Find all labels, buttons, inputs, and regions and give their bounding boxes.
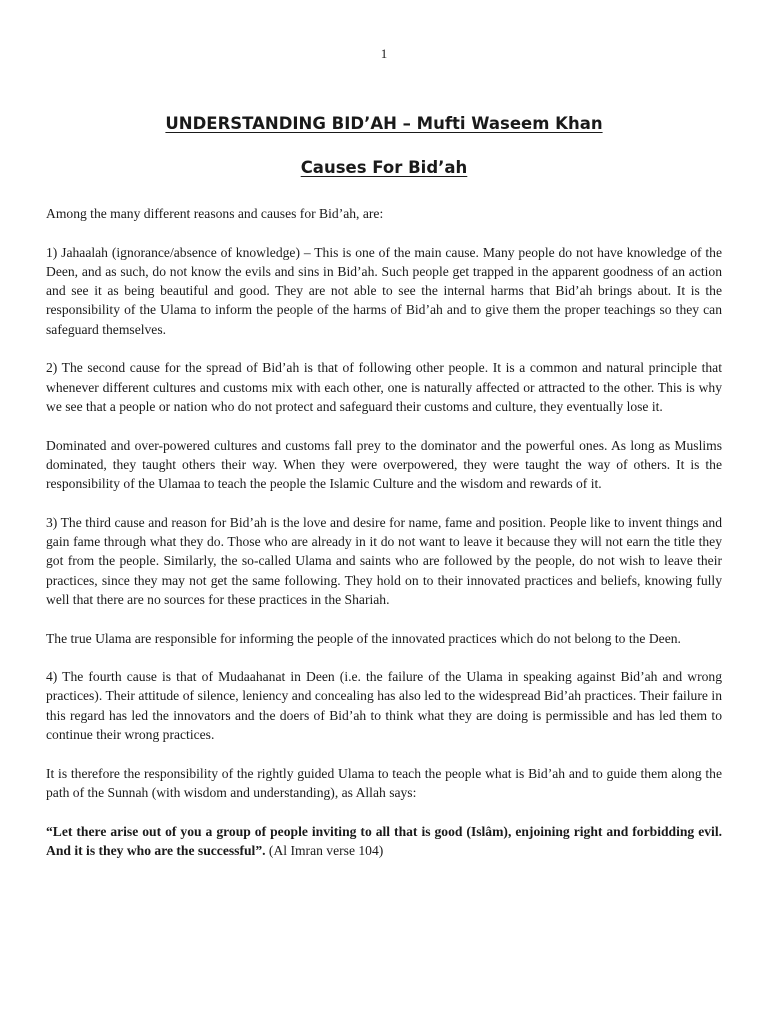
intro-paragraph: Among the many different reasons and causes for Bid’ah, are:	[46, 206, 384, 221]
quote-citation: (Al Imran verse 104)	[265, 842, 384, 858]
quote-text: “Let there arise out of you a group of people inviting to all that is good (Islâm), enjoining right and forbidding evil. And it is they who are the successful”.	[46, 823, 722, 858]
document-body	[46, 204, 722, 879]
document-title: UNDERSTANDING BID’AH – Mufti Waseem Khan	[165, 114, 603, 133]
page-number: 1	[380, 46, 388, 61]
cause-4-paragraph: 4) The fourth cause is that of Mudaahanat in Deen (i.e. the failure of the Ulama in speaking against Bid’ah and wrong practices). Their attitude of silence, leniency and concealing has also led to the widespread Bid’ah practices. Their failure in this regard has led the innovators and the doers of Bid’ah to think what they are doing is permissible and has led them to continue their wrong practices.	[46, 669, 722, 743]
ulama-responsibility-paragraph: The true Ulama are responsible for informing the people of the innovated practices which do not belong to the Deen.	[46, 630, 681, 646]
cause-1-paragraph: 1) Jahaalah (ignorance/absence of knowledge) – This is one of the main cause. Many people do not have knowledge of the Deen, and as such, do not know the evils and sins in Bid’ah. Such people get trapped in the apparent goodness of an action and see it as being beautiful and good. They are not able to see the internal harms that Bid’ah brings about. It is the responsibility of the Ulama to inform the people of the harms of Bid’ah and to give them the proper teachings so they can safeguard themselves.	[46, 244, 722, 337]
cause-2-continued-paragraph: Dominated and over-powered cultures and customs fall prey to the dominator and the powerful ones. As long as Muslims dominated, they taught others their way. When they were overpowered, they were taught the way of others. It is the responsibility of the Ulamaa to teach the people the Islamic Culture and the wisdom and rewards of it.	[46, 437, 722, 492]
conclusion-paragraph: It is therefore the responsibility of the rightly guided Ulama to teach the people what is Bid’ah and to guide them along the path of the Sunnah (with wisdom and understanding), as Allah says:	[46, 765, 722, 800]
section-heading: Causes For Bid’ah	[300, 158, 468, 177]
quran-quote	[46, 822, 722, 861]
cause-2-paragraph: 2) The second cause for the spread of Bid’ah is that of following other people. It is a common and natural principle that whenever different cultures and customs mix with each other, one is naturally affected or attracted to the other. This is why we see that a people or nation who do not protect and safeguard their customs and culture, they eventually lose it.	[46, 360, 722, 414]
cause-3-paragraph: 3) The third cause and reason for Bid’ah is the love and desire for name, fame and position. People like to invent things and gain fame through what they do. Those who are already in it do not want to leave it because they will not earn the title they got from the people. Similarly, the so-called Ulama and saints who are followed by the people, do not wish to leave their practices, since they may not get the same following. They hold on to their innovated practices and beliefs, knowing fully well that there are no sources for these practices in the Shariah.	[46, 514, 722, 607]
